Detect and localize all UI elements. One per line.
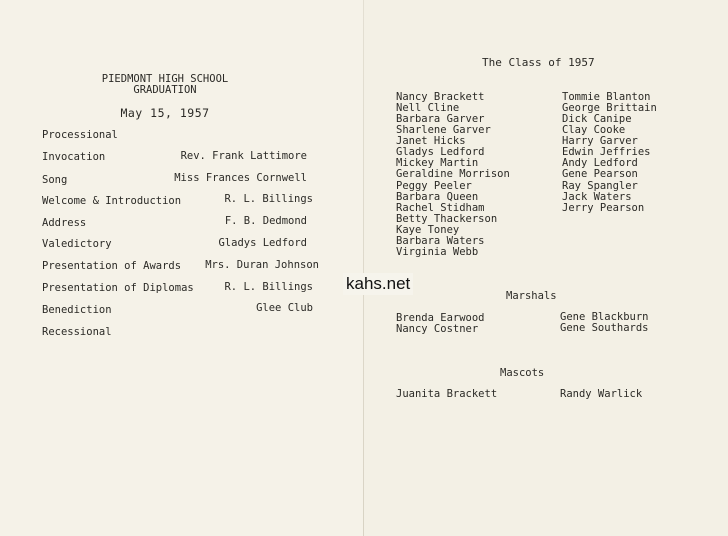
program-person: R. L. Billings: [224, 281, 313, 293]
program-part: Presentation of Awards: [42, 260, 182, 272]
graduate-name: Barbara Waters: [396, 235, 485, 247]
program-part: Valedictory: [42, 238, 112, 250]
graduate-name: Jerry Pearson: [562, 202, 645, 214]
graduate-name: Gladys Ledford: [396, 146, 485, 158]
graduate-name: Geraldine Morrison: [396, 168, 510, 180]
program-part: Welcome & Introduction: [42, 195, 182, 207]
marshal-name: Gene Southards: [560, 322, 649, 334]
event-date: May 15, 1957: [120, 106, 210, 120]
graduate-name: Virginia Webb: [396, 246, 479, 258]
graduate-name: Tommie Blanton: [562, 91, 651, 103]
graduate-name: Clay Cooke: [562, 124, 626, 136]
program-person: Miss Frances Cornwell: [174, 172, 307, 184]
program-person: Rev. Frank Lattimore: [180, 150, 307, 162]
graduate-name: Rachel Stidham: [396, 202, 485, 214]
program-part: Recessional: [42, 326, 112, 338]
graduate-name: Edwin Jeffries: [562, 146, 651, 158]
school-name: PIEDMONT HIGH SCHOOL: [101, 73, 229, 85]
mascot-name: Randy Warlick: [560, 388, 643, 400]
program-person: F. B. Dedmond: [224, 215, 307, 227]
marshal-name: Nancy Costner: [396, 323, 479, 335]
right-page: [364, 0, 728, 536]
site-watermark: kahs.net: [343, 273, 413, 295]
marshals-title: Marshals: [506, 290, 557, 302]
program-part: Presentation of Diplomas: [42, 282, 194, 294]
mascots-title: Mascots: [500, 367, 545, 379]
program-person: Mrs. Duran Johnson: [205, 259, 319, 271]
graduate-name: Janet Hicks: [396, 135, 466, 147]
marshal-name: Brenda Earwood: [396, 312, 485, 324]
class-title: The Class of 1957: [482, 56, 595, 69]
graduate-name: Harry Garver: [562, 135, 638, 147]
program-part: Song: [42, 174, 68, 186]
graduate-name: Nell Cline: [396, 102, 460, 114]
event-title: GRADUATION: [133, 84, 197, 96]
graduate-name: Kaye Toney: [396, 224, 460, 236]
graduate-name: Peggy Peeler: [396, 180, 472, 192]
graduate-name: Dick Canipe: [562, 113, 632, 125]
graduate-name: Gene Pearson: [562, 168, 638, 180]
program-part: Invocation: [42, 151, 106, 163]
program-person: Gladys Ledford: [218, 237, 307, 249]
graduate-name: Mickey Martin: [396, 157, 479, 169]
graduate-name: Andy Ledford: [562, 157, 638, 169]
graduate-name: Barbara Garver: [396, 113, 485, 125]
graduate-name: Jack Waters: [562, 191, 632, 203]
program-person: R. L. Billings: [224, 193, 313, 205]
program-part: Address: [42, 217, 87, 229]
marshal-name: Gene Blackburn: [560, 311, 649, 323]
graduate-name: Nancy Brackett: [396, 91, 485, 103]
graduate-name: Sharlene Garver: [396, 124, 491, 136]
graduate-name: Barbara Queen: [396, 191, 479, 203]
program-person: Glee Club: [256, 302, 313, 314]
graduate-name: Ray Spangler: [562, 180, 638, 192]
program-part: Benediction: [42, 304, 112, 316]
mascot-name: Juanita Brackett: [396, 388, 498, 400]
graduate-name: George Brittain: [562, 102, 657, 114]
program-part: Processional: [42, 129, 118, 141]
graduate-name: Betty Thackerson: [396, 213, 498, 225]
